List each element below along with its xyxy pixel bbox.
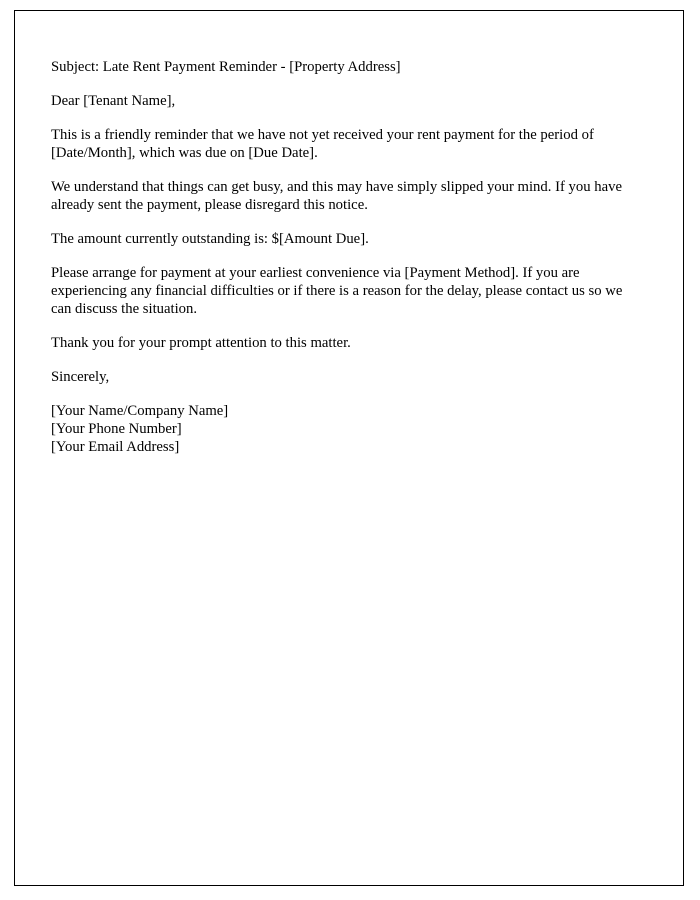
signature-name: [Your Name/Company Name] xyxy=(51,403,229,419)
signature-phone: [Your Phone Number] xyxy=(51,421,182,437)
letter-page xyxy=(14,10,684,886)
paragraph-payment-arrangement: Please arrange for payment at your earliest convenience via [Payment Method]. If you are experiencing any financial difficulties or if there is a reason for the delay, please contact us so we can discuss the situation. xyxy=(51,265,623,317)
salutation: Dear [Tenant Name], xyxy=(51,93,176,109)
closing: Sincerely, xyxy=(51,369,110,385)
signature-email: [Your Email Address] xyxy=(51,439,180,455)
paragraph-amount-due: The amount currently outstanding is: $[Amount Due]. xyxy=(51,231,369,247)
letter-body xyxy=(15,11,683,456)
subject-line: Subject: Late Rent Payment Reminder - [Property Address] xyxy=(51,59,401,75)
paragraph-thank-you: Thank you for your prompt attention to this matter. xyxy=(51,335,351,351)
signature-block xyxy=(51,402,635,456)
paragraph-understanding: We understand that things can get busy, and this may have simply slipped your mind. If you have already sent the payment, please disregard this notice. xyxy=(51,179,622,213)
paragraph-reminder: This is a friendly reminder that we have not yet received your rent payment for the period of [Date/Month], which was due on [Due Date]. xyxy=(51,127,594,161)
